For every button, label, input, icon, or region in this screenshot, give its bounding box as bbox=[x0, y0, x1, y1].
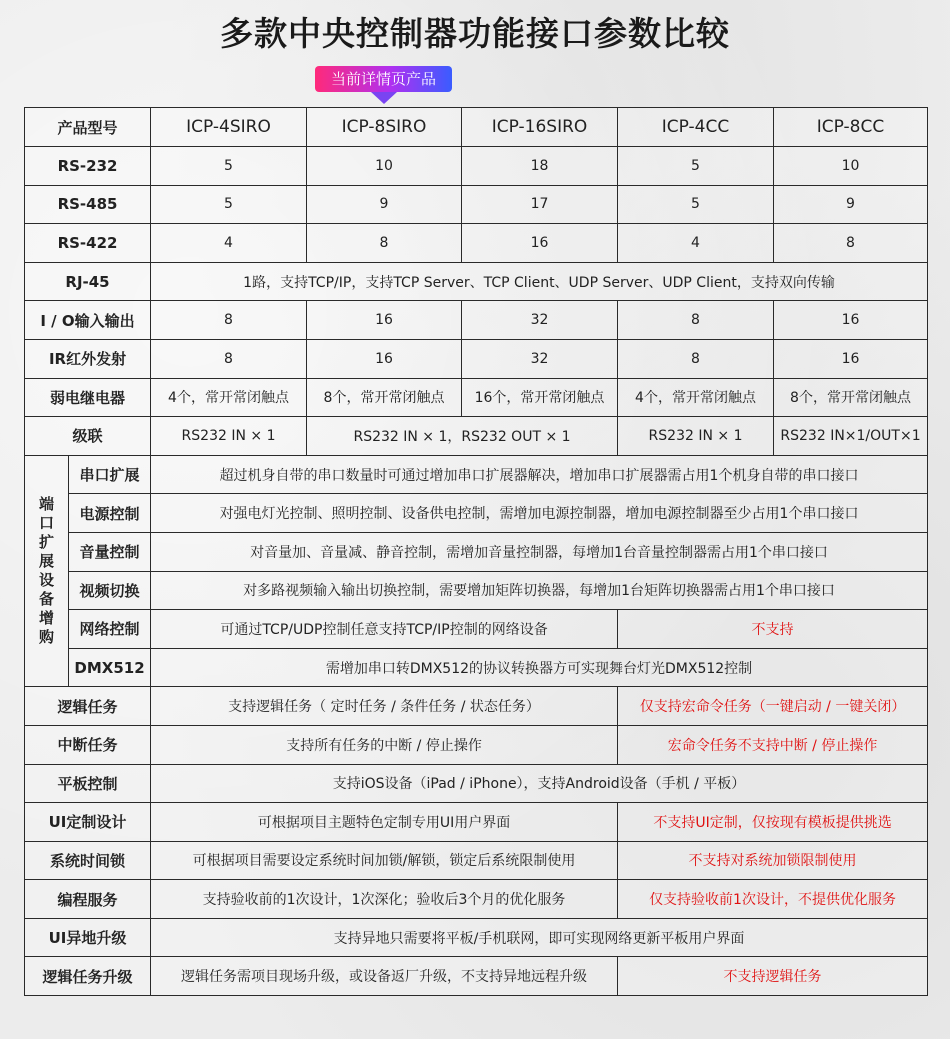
table-row bbox=[25, 918, 928, 957]
table-cell: 5 bbox=[618, 147, 774, 186]
table-row bbox=[25, 378, 928, 417]
table-cell: 超过机身自带的串口数量时可通过增加串口扩展器解决，增加串口扩展器需占用1个机身自带的串口接口 bbox=[151, 455, 928, 494]
row-label: 逻辑任务 bbox=[25, 687, 151, 726]
table-cell: 16 bbox=[307, 339, 462, 378]
row-label: 逻辑任务升级 bbox=[25, 957, 151, 996]
table-row bbox=[25, 841, 928, 880]
table-row bbox=[25, 532, 928, 571]
section-label-text: 端口扩展设备增购 bbox=[38, 495, 54, 647]
table-cell: 4 bbox=[618, 224, 774, 263]
row-label: 系统时间锁 bbox=[25, 841, 151, 880]
row-label: RS-232 bbox=[25, 147, 151, 186]
table-cell: 16个，常开常闭触点 bbox=[462, 378, 618, 417]
section-label bbox=[25, 455, 69, 687]
row-label: 电源控制 bbox=[69, 494, 151, 533]
table-cell: 对强电灯光控制、照明控制、设备供电控制，需增加电源控制器，增加电源控制器至少占用1个串口接口 bbox=[151, 494, 928, 533]
row-label: 音量控制 bbox=[69, 532, 151, 571]
comparison-table bbox=[24, 107, 928, 996]
table-cell: 不支持逻辑任务 bbox=[618, 957, 928, 996]
table-cell: 对音量加、音量减、静音控制，需增加音量控制器，每增加1台音量控制器需占用1个串口接口 bbox=[151, 532, 928, 571]
table-cell: RS232 IN × 1，RS232 OUT × 1 bbox=[307, 417, 618, 456]
table-cell: 8 bbox=[618, 339, 774, 378]
table-cell: 8 bbox=[307, 224, 462, 263]
table-cell: 不支持UI定制，仅按现有模板提供挑选 bbox=[618, 803, 928, 842]
badge-arrow-icon bbox=[371, 92, 397, 104]
table-cell: 17 bbox=[462, 185, 618, 224]
row-label: 中断任务 bbox=[25, 725, 151, 764]
table-cell: 16 bbox=[774, 339, 928, 378]
table-cell: RS232 IN × 1 bbox=[151, 417, 307, 456]
table-row bbox=[25, 262, 928, 301]
table-cell: 9 bbox=[774, 185, 928, 224]
table-cell: 可通过TCP/UDP控制任意支持TCP/IP控制的网络设备 bbox=[151, 610, 618, 649]
table-cell: 4个，常开常闭触点 bbox=[151, 378, 307, 417]
table-cell: 9 bbox=[307, 185, 462, 224]
model-cell: ICP-8SIRO bbox=[307, 108, 462, 147]
table-header-row bbox=[25, 108, 928, 147]
row-label: 级联 bbox=[25, 417, 151, 456]
row-label: DMX512 bbox=[69, 648, 151, 687]
table-row bbox=[25, 339, 928, 378]
table-row bbox=[25, 764, 928, 803]
table-cell: 需增加串口转DMX512的协议转换器方可实现舞台灯光DMX512控制 bbox=[151, 648, 928, 687]
table-cell: 4个，常开常闭触点 bbox=[618, 378, 774, 417]
table-cell: 16 bbox=[774, 301, 928, 340]
table-cell: 8个，常开常闭触点 bbox=[774, 378, 928, 417]
table-row bbox=[25, 725, 928, 764]
row-label: IR红外发射 bbox=[25, 339, 151, 378]
page-title: 多款中央控制器功能接口参数比较 bbox=[220, 14, 730, 53]
table-row bbox=[25, 803, 928, 842]
table-cell: 逻辑任务需项目现场升级，或设备返厂升级，不支持异地远程升级 bbox=[151, 957, 618, 996]
table-cell: 8 bbox=[618, 301, 774, 340]
table-row bbox=[25, 610, 928, 649]
table-row bbox=[25, 185, 928, 224]
table-cell: 5 bbox=[151, 147, 307, 186]
table-row bbox=[25, 417, 928, 456]
table-row bbox=[25, 687, 928, 726]
table-cell: 10 bbox=[774, 147, 928, 186]
table-cell: 不支持对系统加锁限制使用 bbox=[618, 841, 928, 880]
row-label: 产品型号 bbox=[25, 108, 151, 147]
model-cell: ICP-4CC bbox=[618, 108, 774, 147]
row-label: RS-485 bbox=[25, 185, 151, 224]
table-cell: 支持异地只需要将平板/手机联网，即可实现网络更新平板用户界面 bbox=[151, 918, 928, 957]
row-label: UI异地升级 bbox=[25, 918, 151, 957]
row-label: I / O输入输出 bbox=[25, 301, 151, 340]
table-cell: 16 bbox=[307, 301, 462, 340]
table-cell: 8 bbox=[151, 301, 307, 340]
table-cell: 不支持 bbox=[618, 610, 928, 649]
table-cell: 5 bbox=[151, 185, 307, 224]
table-cell: 16 bbox=[462, 224, 618, 263]
row-label: UI定制设计 bbox=[25, 803, 151, 842]
table-row bbox=[25, 494, 928, 533]
table-cell: RS232 IN × 1 bbox=[618, 417, 774, 456]
table-cell: 8 bbox=[774, 224, 928, 263]
table-row bbox=[25, 880, 928, 919]
table-cell: 32 bbox=[462, 301, 618, 340]
table-row bbox=[25, 224, 928, 263]
row-label: 视频切换 bbox=[69, 571, 151, 610]
table-cell: 宏命令任务不支持中断 / 停止操作 bbox=[618, 725, 928, 764]
table-row bbox=[25, 147, 928, 186]
table-row bbox=[25, 571, 928, 610]
current-product-badge: 当前详情页产品 bbox=[315, 66, 452, 92]
table-row bbox=[25, 957, 928, 996]
table-cell: 1路，支持TCP/IP，支持TCP Server、TCP Client、UDP Server、UDP Client，支持双向传输 bbox=[151, 262, 928, 301]
row-label: 网络控制 bbox=[69, 610, 151, 649]
table-cell: 支持逻辑任务（ 定时任务 / 条件任务 / 状态任务） bbox=[151, 687, 618, 726]
model-cell: ICP-4SIRO bbox=[151, 108, 307, 147]
row-label: RS-422 bbox=[25, 224, 151, 263]
table-cell: 可根据项目主题特色定制专用UI用户界面 bbox=[151, 803, 618, 842]
row-label: 编程服务 bbox=[25, 880, 151, 919]
table-row bbox=[25, 455, 928, 494]
row-label: RJ-45 bbox=[25, 262, 151, 301]
table-cell: 仅支持验收前1次设计，不提供优化服务 bbox=[618, 880, 928, 919]
model-cell: ICP-8CC bbox=[774, 108, 928, 147]
table-cell: 对多路视频输入输出切换控制，需要增加矩阵切换器，每增加1台矩阵切换器需占用1个串口接口 bbox=[151, 571, 928, 610]
table-row bbox=[25, 301, 928, 340]
table-cell: 可根据项目需要设定系统时间加锁/解锁，锁定后系统限制使用 bbox=[151, 841, 618, 880]
row-label: 平板控制 bbox=[25, 764, 151, 803]
table-cell: 支持验收前的1次设计，1次深化；验收后3个月的优化服务 bbox=[151, 880, 618, 919]
row-label: 串口扩展 bbox=[69, 455, 151, 494]
table-cell: 4 bbox=[151, 224, 307, 263]
table-cell: 5 bbox=[618, 185, 774, 224]
table-cell: 8 bbox=[151, 339, 307, 378]
table-cell: 支持iOS设备（iPad / iPhone），支持Android设备（手机 / 平板） bbox=[151, 764, 928, 803]
table-cell: 10 bbox=[307, 147, 462, 186]
table-cell: 32 bbox=[462, 339, 618, 378]
table-cell: 仅支持宏命令任务（一键启动 / 一键关闭） bbox=[618, 687, 928, 726]
table-row bbox=[25, 648, 928, 687]
table-cell: 支持所有任务的中断 / 停止操作 bbox=[151, 725, 618, 764]
table-cell: 18 bbox=[462, 147, 618, 186]
model-cell: ICP-16SIRO bbox=[462, 108, 618, 147]
table-cell: RS232 IN×1/OUT×1 bbox=[774, 417, 928, 456]
table-cell: 8个，常开常闭触点 bbox=[307, 378, 462, 417]
row-label: 弱电继电器 bbox=[25, 378, 151, 417]
